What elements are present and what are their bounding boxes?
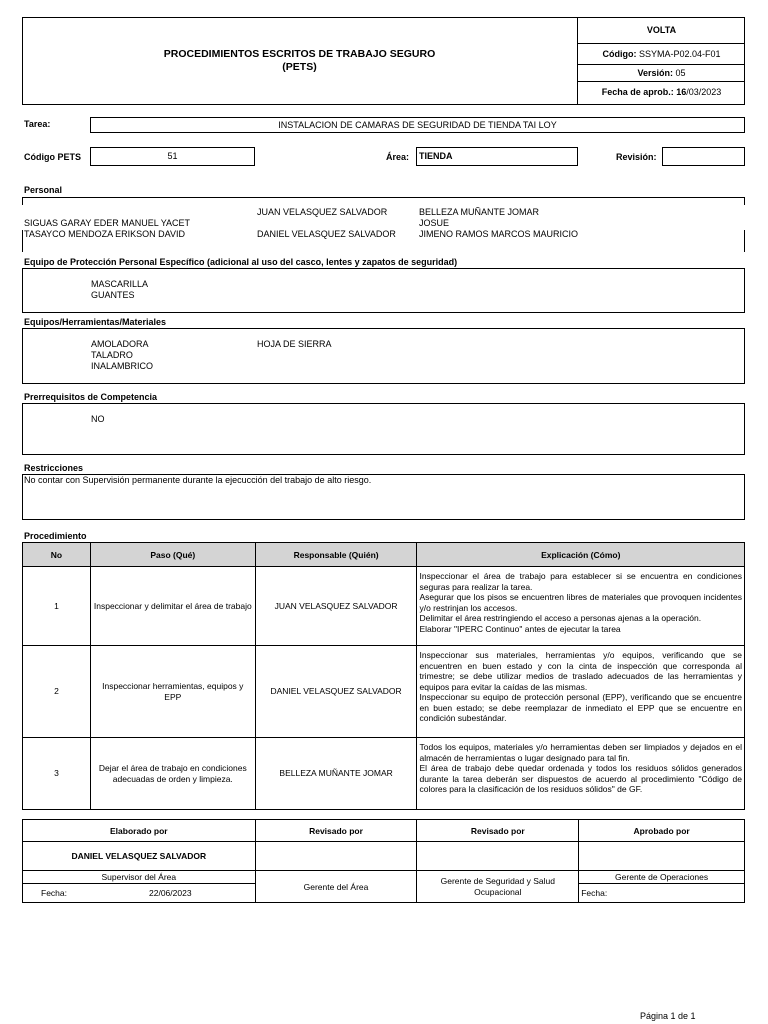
restricciones-box <box>22 474 745 520</box>
col-explicacion-header: Explicación (Cómo) <box>417 543 745 567</box>
company-name: VOLTA <box>578 17 745 44</box>
personal-col-3 <box>419 207 578 240</box>
personal-col-1 <box>24 218 190 240</box>
version-cell: Versión: 05 <box>578 65 745 82</box>
fecha-aprob-cell: Fecha de aprob.: 16/03/2023 <box>601 87 722 97</box>
restricciones-label: Restricciones <box>24 463 84 473</box>
person-5-cont: JOSUE <box>419 218 450 228</box>
equipo-item-3: INALAMBRICO <box>91 361 154 371</box>
version-value: 05 <box>675 68 686 78</box>
prerrequisitos-value: NO <box>91 414 105 424</box>
tarea-label: Tarea: <box>24 119 51 129</box>
revision-label: Revisión: <box>616 152 657 162</box>
revisado-2-cargo: Gerente de Seguridad y Salud Ocupacional <box>417 871 579 903</box>
aprobado-fecha-cell <box>579 884 745 903</box>
personal-label: Personal <box>24 185 63 195</box>
equipo-item-4: HOJA DE SIERRA <box>257 339 332 349</box>
revisado-1-cargo: Gerente del Área <box>255 871 417 903</box>
codigo-cell: Código: SSYMA-P02.04-F01 <box>578 44 745 65</box>
step-explicacion: Todos los equipos, materiales y/o herramientas deben ser limpiados y dejados en el almacén de herramientas o lugar designado para tal fin. El área de trabajo debe quedar ordenada y todos los residuos sólidos generados durante la tarea deberán ser dispuestos de acuerdo al procedimiento "Código de colores para la clasificación de los residuos sólidos" de GF. <box>417 738 745 810</box>
tarea-value: INSTALACION DE CAMARAS DE SEGURIDAD DE TIENDA TAI LOY <box>278 120 557 130</box>
col-paso-header: Paso (Qué) <box>90 543 255 567</box>
title-line-2: (PETS) <box>282 61 317 73</box>
codigo-pets-label: Código PETS <box>24 152 81 162</box>
table-row <box>23 738 745 810</box>
revisado-1-signature <box>255 842 417 871</box>
person-3: JUAN VELASQUEZ SALVADOR <box>257 207 388 217</box>
step-responsable: BELLEZA MUÑANTE JOMAR <box>255 738 417 810</box>
step-responsable: JUAN VELASQUEZ SALVADOR <box>255 567 417 646</box>
equipos-label: Equipos/Herramientas/Materiales <box>24 317 167 327</box>
personal-col-2 <box>257 207 396 240</box>
aprobado-cargo: Gerente de Operaciones <box>579 871 745 884</box>
aprobado-fecha-label: Fecha: <box>581 888 608 898</box>
codigo-pets-field <box>90 147 255 166</box>
equipos-box <box>22 328 745 384</box>
elaborado-fecha: 22/06/2023 <box>149 888 192 898</box>
revisado-header-2: Revisado por <box>417 820 579 842</box>
area-label: Área: <box>386 152 410 162</box>
epp-item-1: MASCARILLA <box>91 279 149 289</box>
step-explicacion: Inspeccionar sus materiales, herramientas y/o equipos, verificando que se encuentren en buen estado y con la cinta de inspección que corresponda al trimestre; se debe utilizar medios de traslado adecuados de las herramientas y equipos para evitar la caídas de las mismas. Inspeccionar su equipo de protección personal (EPP), verificando que se encuentre en buen estado; se debe reemplazar de inmediato el EPP que se encuentre en condición subestándar. <box>417 646 745 738</box>
person-2: TASAYCO MENDOZA ERIKSON DAVID <box>24 229 186 239</box>
col-responsable-header: Responsable (Quién) <box>255 543 417 567</box>
col-no-header: No <box>23 543 91 567</box>
area-value: TIENDA <box>419 151 453 161</box>
page-number: Página 1 de 1 <box>640 1011 696 1021</box>
equipo-item-1: AMOLADORA <box>91 339 149 349</box>
epp-box <box>22 268 745 313</box>
person-4: DANIEL VELASQUEZ SALVADOR <box>257 229 396 239</box>
step-paso: Dejar el área de trabajo en condiciones adecuadas de orden y limpieza. <box>90 738 255 810</box>
procedure-header-row <box>23 543 745 567</box>
procedimiento-label: Procedimiento <box>24 531 87 541</box>
fecha-label: Fecha: <box>41 888 67 898</box>
elaborado-fecha-cell <box>23 884 256 903</box>
elaborado-nombre: DANIEL VELASQUEZ SALVADOR <box>23 842 256 871</box>
step-paso: Inspeccionar herramientas, equipos y EPP <box>90 646 255 738</box>
signature-table <box>22 819 745 903</box>
epp-label: Equipo de Protección Personal Específico (adicional al uso del casco, lentes y zapatos de seguridad) <box>24 257 458 267</box>
revision-field <box>662 147 745 166</box>
revisado-2-signature <box>417 842 579 871</box>
procedure-table <box>22 542 745 810</box>
step-number: 1 <box>23 567 91 646</box>
tarea-field <box>90 117 745 133</box>
prerrequisitos-label: Prerrequisitos de Competencia <box>24 392 158 402</box>
person-5: BELLEZA MUÑANTE JOMAR <box>419 207 540 217</box>
revisado-header-1: Revisado por <box>255 820 417 842</box>
prerrequisitos-box <box>22 403 745 455</box>
step-responsable: DANIEL VELASQUEZ SALVADOR <box>255 646 417 738</box>
step-number: 3 <box>23 738 91 810</box>
codigo-value: SSYMA-P02.04-F01 <box>638 49 721 59</box>
equipo-item-2: TALADRO <box>91 350 133 360</box>
codigo-pets-value: 51 <box>167 151 178 161</box>
step-number: 2 <box>23 646 91 738</box>
aprobado-signature <box>579 842 745 871</box>
elaborado-header: Elaborado por <box>23 820 256 842</box>
document-title <box>22 17 577 105</box>
elaborado-cargo: Supervisor del Área <box>23 871 256 884</box>
table-row <box>23 646 745 738</box>
restricciones-value: No contar con Supervisión permanente durante la ejecucción del trabajo de alto riesgo. <box>24 475 372 485</box>
person-1: SIGUAS GARAY EDER MANUEL YACET <box>24 218 191 228</box>
area-field <box>416 147 578 166</box>
epp-item-2: GUANTES <box>91 290 135 300</box>
table-row <box>23 567 745 646</box>
step-explicacion: Inspeccionar el área de trabajo para establecer si se encuentra en condiciones seguras para realizar la tarea. Asegurar que los pisos se encuentren libres de materiales que provoquen incidentes y/o restrinjan los accesos. Delimitar el área restringiendo el acceso a personas ajenas a la operación. Elaborar "IPERC Continuo" antes de ejecutar la tarea <box>417 567 745 646</box>
step-paso: Inspeccionar y delimitar el área de trabajo <box>90 567 255 646</box>
person-6: JIMENO RAMOS MARCOS MAURICIO <box>419 229 579 239</box>
title-line-1: PROCEDIMIENTOS ESCRITOS DE TRABAJO SEGURO <box>163 48 436 60</box>
aprobado-header: Aprobado por <box>579 820 745 842</box>
